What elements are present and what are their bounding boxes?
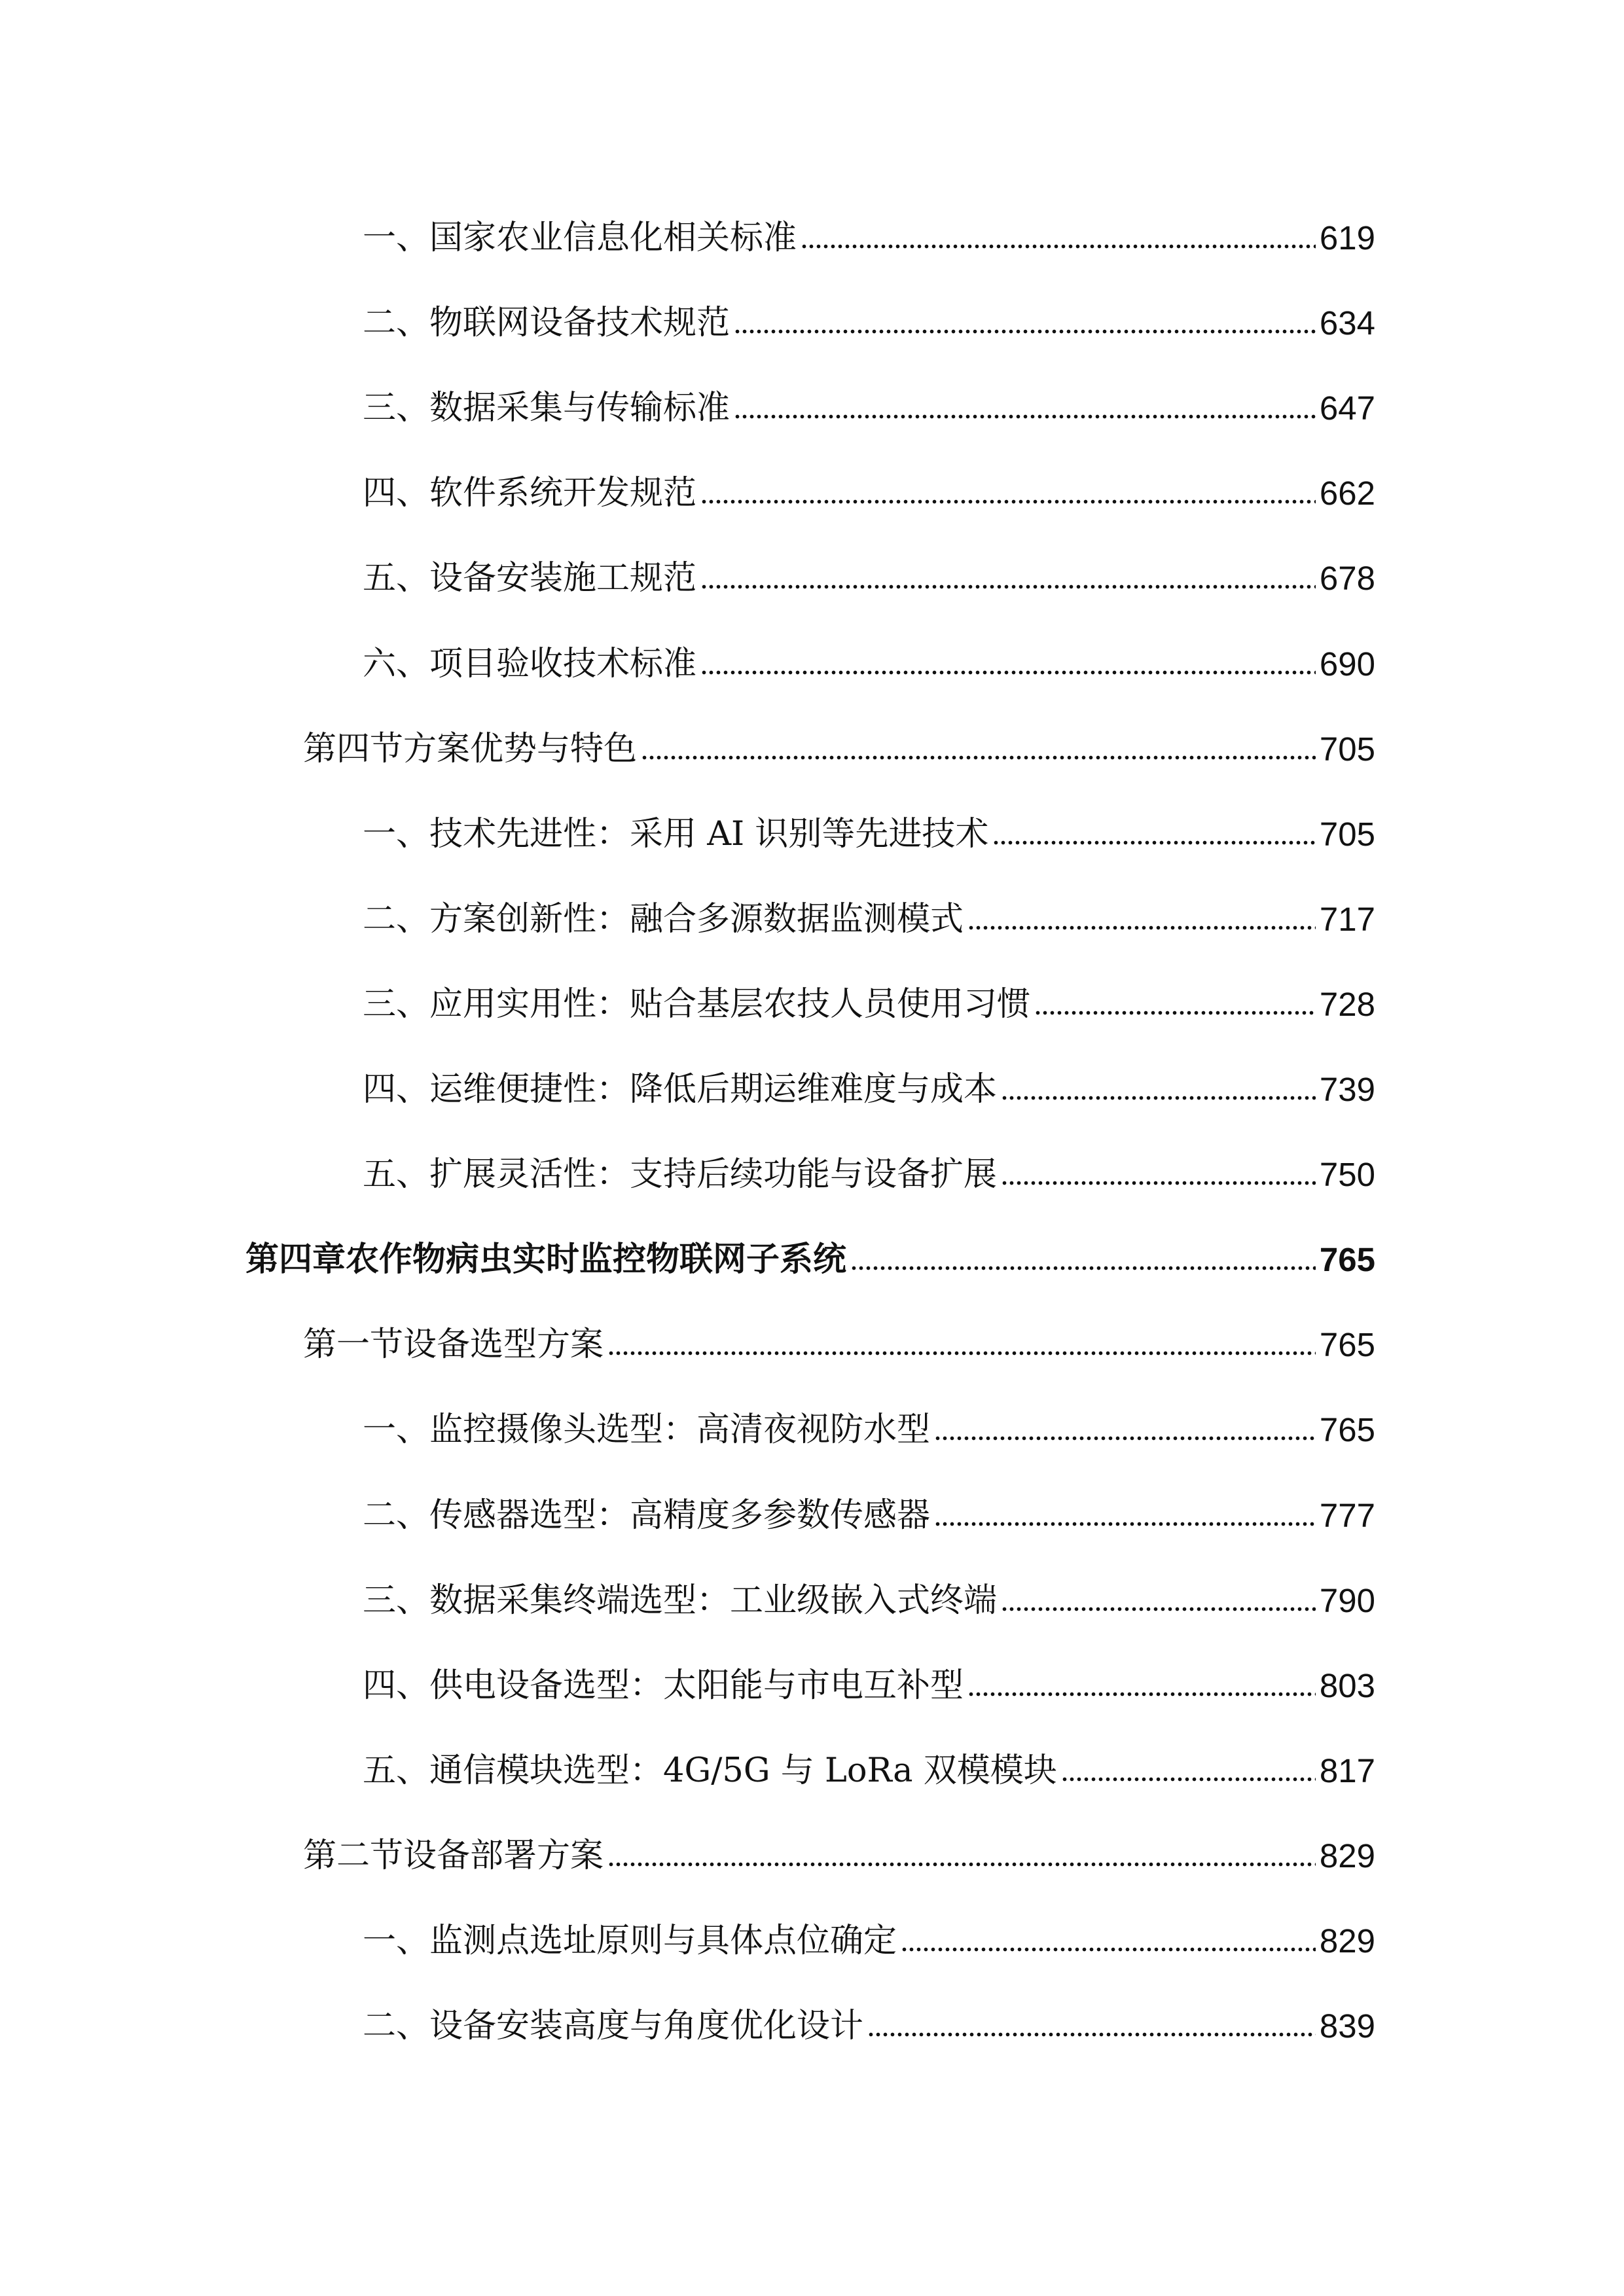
- toc-entry-label: 四、供电设备选型：太阳能与市电互补型: [363, 1666, 964, 1705]
- dot-leader: [700, 573, 1316, 590]
- dot-leader: [1001, 1596, 1316, 1613]
- toc-entry-subsection[interactable]: [363, 1916, 1375, 1966]
- toc-entry-page-number: 728: [1319, 986, 1375, 1023]
- toc-entry-subsection[interactable]: [363, 810, 1375, 859]
- toc-entry-label: 五、扩展灵活性：支持后续功能与设备扩展: [363, 1155, 998, 1194]
- toc-entry-subsection[interactable]: [363, 1746, 1375, 1796]
- toc-entry-subsection[interactable]: [363, 1150, 1375, 1200]
- dot-leader: [901, 1936, 1316, 1953]
- dot-leader: [967, 914, 1316, 931]
- toc-entry-subsection[interactable]: [363, 2001, 1375, 2051]
- toc-entry-subsection[interactable]: [363, 469, 1375, 518]
- toc-entry-label: 二、方案创新性：融合多源数据监测模式: [363, 900, 964, 939]
- dot-leader: [734, 403, 1316, 420]
- toc-entry-page-number: 829: [1319, 1837, 1375, 1874]
- toc-entry-page-number: 739: [1319, 1071, 1375, 1108]
- dot-leader: [700, 488, 1316, 505]
- toc-entry-subsection[interactable]: [363, 980, 1375, 1030]
- toc-entry-page-number: 839: [1319, 2007, 1375, 2045]
- dot-leader: [867, 2021, 1316, 2038]
- toc-entry-page-number: 803: [1319, 1667, 1375, 1704]
- toc-entry-page-number: 817: [1319, 1752, 1375, 1789]
- toc-entry-subsection[interactable]: [363, 213, 1375, 263]
- dot-leader: [1001, 1170, 1316, 1187]
- toc-entry-label: 三、数据采集与传输标准: [363, 389, 731, 427]
- toc-entry-label: 三、数据采集终端选型：工业级嵌入式终端: [363, 1581, 998, 1620]
- toc-entry-page-number: 634: [1319, 304, 1375, 342]
- toc-entry-label: 二、物联网设备技术规范: [363, 304, 731, 342]
- toc-entry-subsection[interactable]: [363, 1405, 1375, 1455]
- dot-leader: [850, 1255, 1316, 1272]
- toc-entry-subsection[interactable]: [363, 1491, 1375, 1541]
- toc-entry-label: 一、监控摄像头选型：高清夜视防水型: [363, 1410, 931, 1449]
- dot-leader: [967, 1681, 1316, 1698]
- dot-leader: [992, 829, 1316, 846]
- toc-entry-page-number: 777: [1319, 1497, 1375, 1534]
- toc-entry-subsection[interactable]: [363, 1576, 1375, 1626]
- dot-leader: [1061, 1766, 1316, 1783]
- toc-entry-page-number: 765: [1319, 1411, 1375, 1448]
- toc-entry-subsection[interactable]: [363, 384, 1375, 433]
- toc-entry-page-number: 690: [1319, 645, 1375, 683]
- toc-entry-page-number: 765: [1319, 1326, 1375, 1363]
- toc-entry-subsection[interactable]: [363, 1065, 1375, 1115]
- toc-entry-section[interactable]: [303, 725, 1375, 774]
- toc-entry-label: 第四节方案优势与特色: [303, 730, 638, 768]
- toc-entry-label: 三、应用实用性：贴合基层农技人员使用习惯: [363, 985, 1031, 1024]
- toc-entry-label: 二、传感器选型：高精度多参数传感器: [363, 1496, 931, 1535]
- toc-entry-page-number: 647: [1319, 389, 1375, 427]
- dot-leader: [1001, 1085, 1316, 1102]
- toc-entry-page-number: 790: [1319, 1582, 1375, 1619]
- toc-entry-label: 五、设备安装施工规范: [363, 559, 697, 598]
- toc-entry-label: 五、通信模块选型：4G/5G 与 LoRa 双模模块: [363, 1751, 1057, 1790]
- toc-entry-subsection[interactable]: [363, 895, 1375, 944]
- toc-entry-label: 一、国家农业信息化相关标准: [363, 219, 797, 257]
- toc-entry-label: 一、技术先进性：采用 AI 识别等先进技术: [363, 815, 989, 853]
- toc-entry-label: 第一节设备选型方案: [303, 1325, 604, 1364]
- toc-entry-section[interactable]: [303, 1320, 1375, 1370]
- toc-entry-label: 第四章农作物病虫实时监控物联网子系统: [245, 1240, 847, 1279]
- toc-entry-page-number: 750: [1319, 1156, 1375, 1193]
- dot-leader: [607, 1851, 1316, 1868]
- toc-entry-page-number: 619: [1319, 219, 1375, 257]
- toc-entry-subsection[interactable]: [363, 554, 1375, 603]
- toc-entry-subsection[interactable]: [363, 298, 1375, 348]
- dot-leader: [607, 1340, 1316, 1357]
- dot-leader: [641, 744, 1316, 761]
- dot-leader: [1034, 999, 1316, 1016]
- toc-entry-label: 二、设备安装高度与角度优化设计: [363, 2007, 864, 2045]
- toc-entry-page-number: 717: [1319, 901, 1375, 938]
- toc-entry-page-number: 705: [1319, 730, 1375, 768]
- dot-leader: [934, 1511, 1316, 1528]
- toc-entry-subsection[interactable]: [363, 1661, 1375, 1711]
- toc-entry-page-number: 705: [1319, 816, 1375, 853]
- toc-entry-label: 六、项目验收技术标准: [363, 645, 697, 683]
- toc-entry-page-number: 829: [1319, 1922, 1375, 1960]
- toc-entry-label: 四、运维便捷性：降低后期运维难度与成本: [363, 1070, 998, 1109]
- toc-entry-page-number: 765: [1319, 1241, 1375, 1278]
- toc-entry-label: 第二节设备部署方案: [303, 1837, 604, 1875]
- dot-leader: [734, 318, 1316, 335]
- dot-leader: [700, 659, 1316, 676]
- dot-leader: [934, 1425, 1316, 1442]
- toc-entry-page-number: 662: [1319, 475, 1375, 512]
- dot-leader: [801, 233, 1316, 250]
- toc-entry-label: 四、软件系统开发规范: [363, 474, 697, 512]
- toc-entry-label: 一、监测点选址原则与具体点位确定: [363, 1922, 897, 1960]
- toc-entry-chapter[interactable]: [245, 1235, 1375, 1285]
- toc-entry-page-number: 678: [1319, 560, 1375, 597]
- toc-entry-subsection[interactable]: [363, 639, 1375, 689]
- toc-entry-section[interactable]: [303, 1831, 1375, 1881]
